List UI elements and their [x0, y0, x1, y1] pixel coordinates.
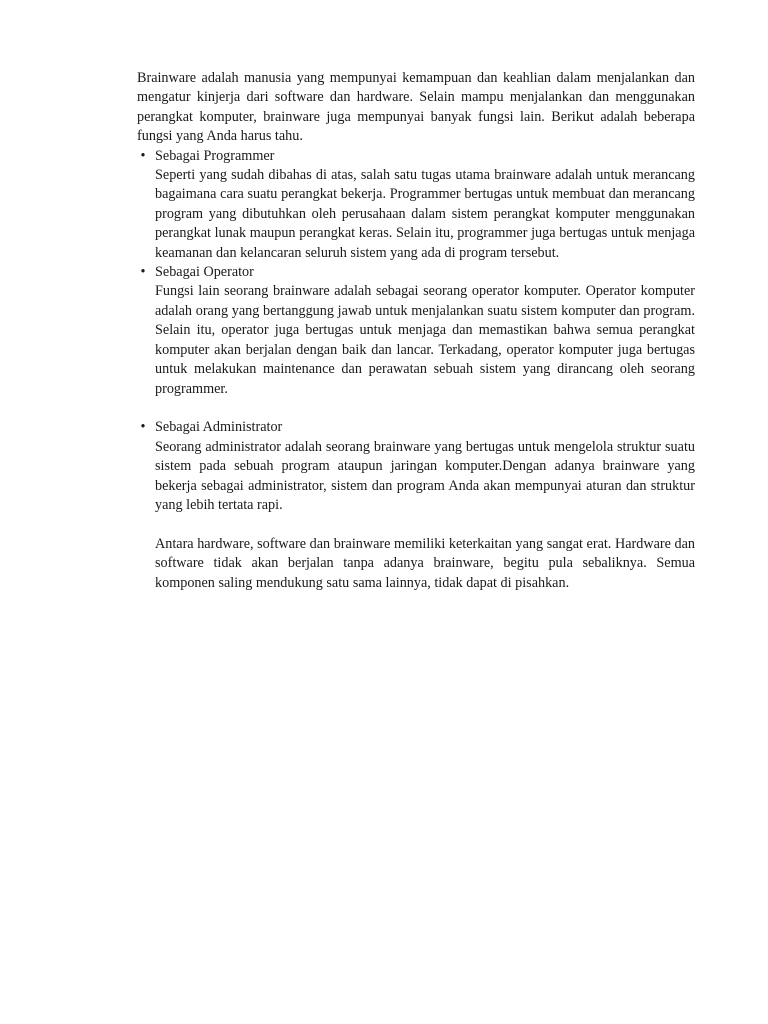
section-body: Fungsi lain seorang brainware adalah sebagai seorang operator komputer. Operator komputer adalah orang yang bertanggung jawab untuk menjalankan suatu sistem komputer dan program. Selain itu, operator juga bertugas untuk menjaga dan memastikan bahwa semua perangkat komputer akan berjalan dengan baik dan lancar. Terkadang, operator komputer juga bertugas untuk melakukan maintenance dan perawatan sebuah sistem yang dirancang oleh seorang programmer. [155, 283, 695, 397]
bullet-icon: • [140, 147, 146, 164]
document-page [137, 69, 695, 593]
section-body: Seorang administrator adalah seorang brainware yang bertugas untuk mengelola struktur suatu sistem pada sebuah program ataupun jaringan komputer.Dengan adanya brainware yang bekerja sebagai administrator, sistem dan program Anda akan mempunyai aturan dan struktur yang lebih tertata rapi. [155, 438, 695, 513]
intro-paragraph: Brainware adalah manusia yang mempunyai kemampuan dan keahlian dalam menjalankan dan mengatur kinjerja dari software dan hardware. Selain mampu menjalankan dan menggunakan perangkat komputer, brainware juga mempunyai banyak fungsi lain. Berikut adalah beberapa fungsi yang Anda harus tahu. [137, 70, 695, 145]
bullet-icon: • [140, 264, 146, 281]
section-heading: Sebagai Programmer [155, 147, 275, 164]
list-item-administrator [137, 418, 695, 515]
list-item-programmer [137, 147, 695, 263]
blank-line [137, 515, 695, 534]
section-heading: Sebagai Administrator [155, 419, 283, 436]
blank-line [137, 399, 695, 418]
section-body: Seperti yang sudah dibahas di atas, salah satu tugas utama brainware adalah untuk merancang bagaimana cara suatu perangkat bekerja. Programmer bertugas untuk membuat dan merancang program yang dibutuhkan oleh perusahaan dalam sistem perangkat komputer menggunakan perangkat lunak maupun perangkat keras. Selain itu, programmer juga bertugas untuk menjaga keamanan dan kelancaran seluruh sistem yang ada di program tersebut. [155, 167, 695, 261]
bullet-icon: • [140, 419, 146, 436]
list-item-operator [137, 263, 695, 399]
closing-paragraph: Antara hardware, software dan brainware memiliki keterkaitan yang sangat erat. Hardware dan software tidak akan berjalan tanpa adanya brainware, begitu pula sebaliknya. Semua komponen saling mendukung satu sama lainnya, tidak dapat di pisahkan. [155, 535, 695, 591]
section-heading: Sebagai Operator [155, 264, 254, 281]
function-list [137, 147, 695, 516]
